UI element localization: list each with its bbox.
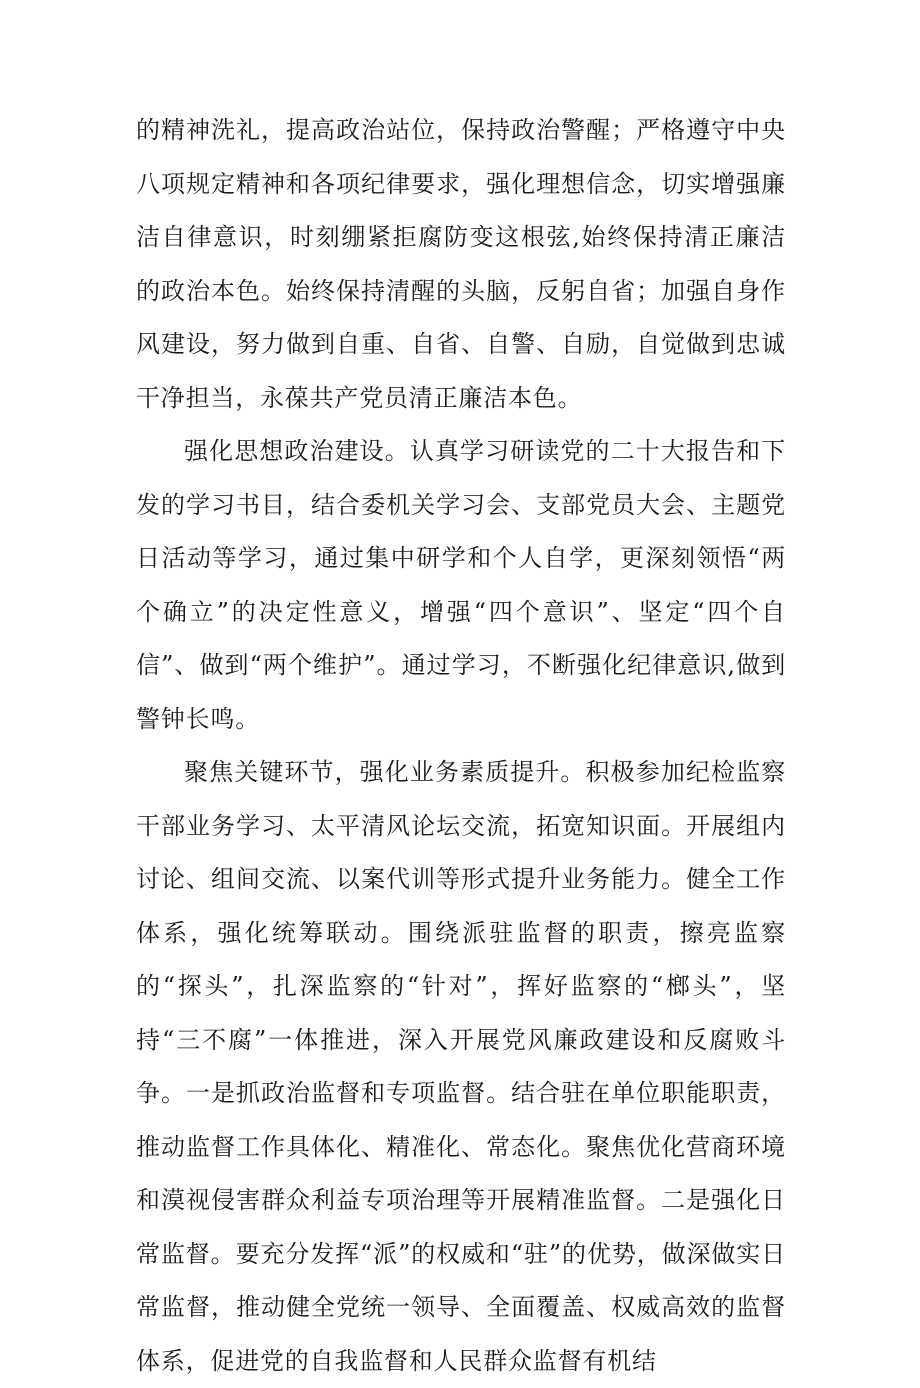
paragraph-3: 聚焦关键环节，强化业务素质提升。积极参加纪检监察干部业务学习、太平清风论坛交流，拓宽知识面。开展组内讨论、组间交流、以案代训等形式提升业务能力。健全工作体系，强化统筹联动。围绕派驻监督的职责，擦亮监察的“探头”，扎深监察的“针对”，挥好监察的“榔头”，坚持“三不腐”一体推进，深入开展党风廉政建设和反腐败斗争。一是抓政治监督和专项监督。结合驻在单位职能职责，推动监督工作具体化、精准化、常态化。聚焦优化营商环境和漠视侵害群众利益专项治理等开展精准监督。二是强化日常监督。要充分发挥“派”的权威和“驻”的优势，做深做实日常监督，推动健全党统一领导、全面覆盖、权威高效的监督体系，促进党的自我监督和人民群众监督有机结 xyxy=(136,758,786,1375)
document-body xyxy=(136,104,786,1388)
paragraph-1: 的精神洗礼，提高政治站位，保持政治警醒；严格遵守中央八项规定精神和各项纪律要求，强化理想信念，切实增强廉洁自律意识，时刻绷紧拒腐防变这根弦,始终保持清正廉洁的政治本色。始终保持清醒的头脑，反躬自省；加强自身作风建设，努力做到自重、自省、自警、自励，自觉做到忠诚干净担当，永葆共产党员清正廉洁本色。 xyxy=(136,116,786,412)
paragraph-2: 强化思想政治建设。认真学习研读党的二十大报告和下发的学习书目，结合委机关学习会、支部党员大会、主题党日活动等学习，通过集中研学和个人自学，更深刻领悟“两个确立”的决定性意义，增强“四个意识”、坚定“四个自信”、做到“两个维护”。通过学习，不断强化纪律意识,做到警钟长鸣。 xyxy=(136,437,786,733)
